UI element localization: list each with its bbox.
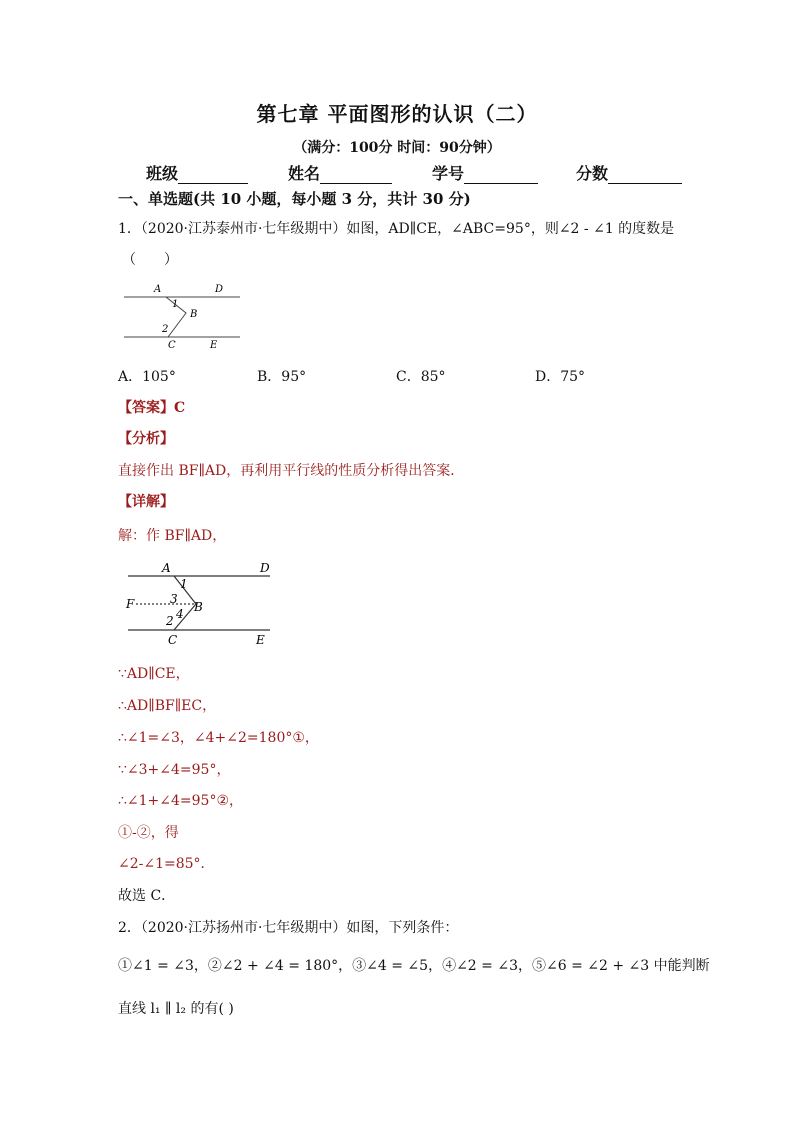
id-label: 学号 [432,164,465,183]
q1-figure [118,276,248,352]
q1-solution-intro: 解：作 BF∥AD， [118,528,227,544]
q1-solution-figure [118,556,278,648]
q1-analysis-text: 直接作出 BF∥AD，再利用平行线的性质分析得出答案． [118,463,465,479]
fig2-label-b: B [194,600,203,614]
fig2-label-e: E [256,633,265,647]
fig2-label-1: 1 [180,577,188,591]
page-title: 第七章 平面图形的认识（二） [256,102,538,126]
score-label: 分数 [576,164,609,183]
q1-step-7: ∠2-∠1=85°． [118,856,215,872]
q1-step-1: ∵AD∥CE， [118,666,190,682]
q1-step-3: ∴∠1=∠3，∠4+∠2=180°①， [118,730,319,746]
fig1-label-2: 2 [162,324,169,335]
exam-meta: （满分：100分 时间：90分钟） [293,140,501,156]
name-label: 姓名 [288,164,321,183]
class-field [146,161,248,184]
name-blank [320,167,392,184]
score-field [576,161,682,184]
fig1-label-c: C [168,340,176,351]
fig2-label-3: 3 [170,592,178,606]
id-field [432,161,538,184]
class-blank [178,167,248,184]
fig1-label-d: D [215,284,224,295]
fig1-label-a: A [154,284,162,295]
q1-step-2: ∴AD∥BF∥EC， [118,698,217,714]
class-label: 班级 [146,164,179,183]
fig2-label-4: 4 [176,607,184,621]
q1-step-5: ∴∠1+∠4=95°②， [118,793,244,809]
q2-stem-line3: 直线 l₁ ∥ l₂ 的有( ) [118,1001,234,1017]
q1-option-c: C．85° [396,369,446,385]
q1-option-d: D．75° [535,369,586,385]
id-blank [464,167,538,184]
fig2-label-d: D [260,561,270,575]
fig2-label-a: A [162,561,171,575]
fig1-label-1: 1 [172,299,179,310]
fig2-label-f: F [126,597,135,611]
q2-stem-line1: 2．（2020·江苏扬州市·七年级期中）如图，下列条件： [118,920,459,936]
q1-step-4: ∵∠3+∠4=95°， [118,762,231,778]
q1-analysis-tag: 【分析】 [118,431,174,447]
name-field [288,161,392,184]
q1-option-b: B．95° [257,369,307,385]
fig2-label-2: 2 [166,614,174,628]
q2-stem-line2: ①∠1 = ∠3，②∠2 + ∠4 = 180°，③∠4 = ∠5，④∠2 = ∠3，⑤∠6 = ∠2 + ∠3 中能判断 [118,958,710,974]
q1-step-6: ①-②，得 [118,825,179,841]
q1-stem-line1: 1．（2020·江苏泰州市·七年级期中）如图，AD∥CE，∠ABC=95°，则∠2 - ∠1 的度数是 [118,221,675,237]
fig2-label-c: C [168,633,178,647]
fig1-label-b: B [190,309,198,320]
q1-stem-line2: （ ） [122,252,178,268]
fig1-label-e: E [210,340,218,351]
q1-step-8: 故选 C． [118,888,176,904]
q1-detail-tag: 【详解】 [118,494,174,510]
score-blank [608,167,682,184]
section-heading: 一、单选题(共 10 小题，每小题 3 分，共计 30 分) [118,190,471,208]
q1-answer: 【答案】C [118,400,186,416]
q1-option-a: A．105° [118,369,176,385]
